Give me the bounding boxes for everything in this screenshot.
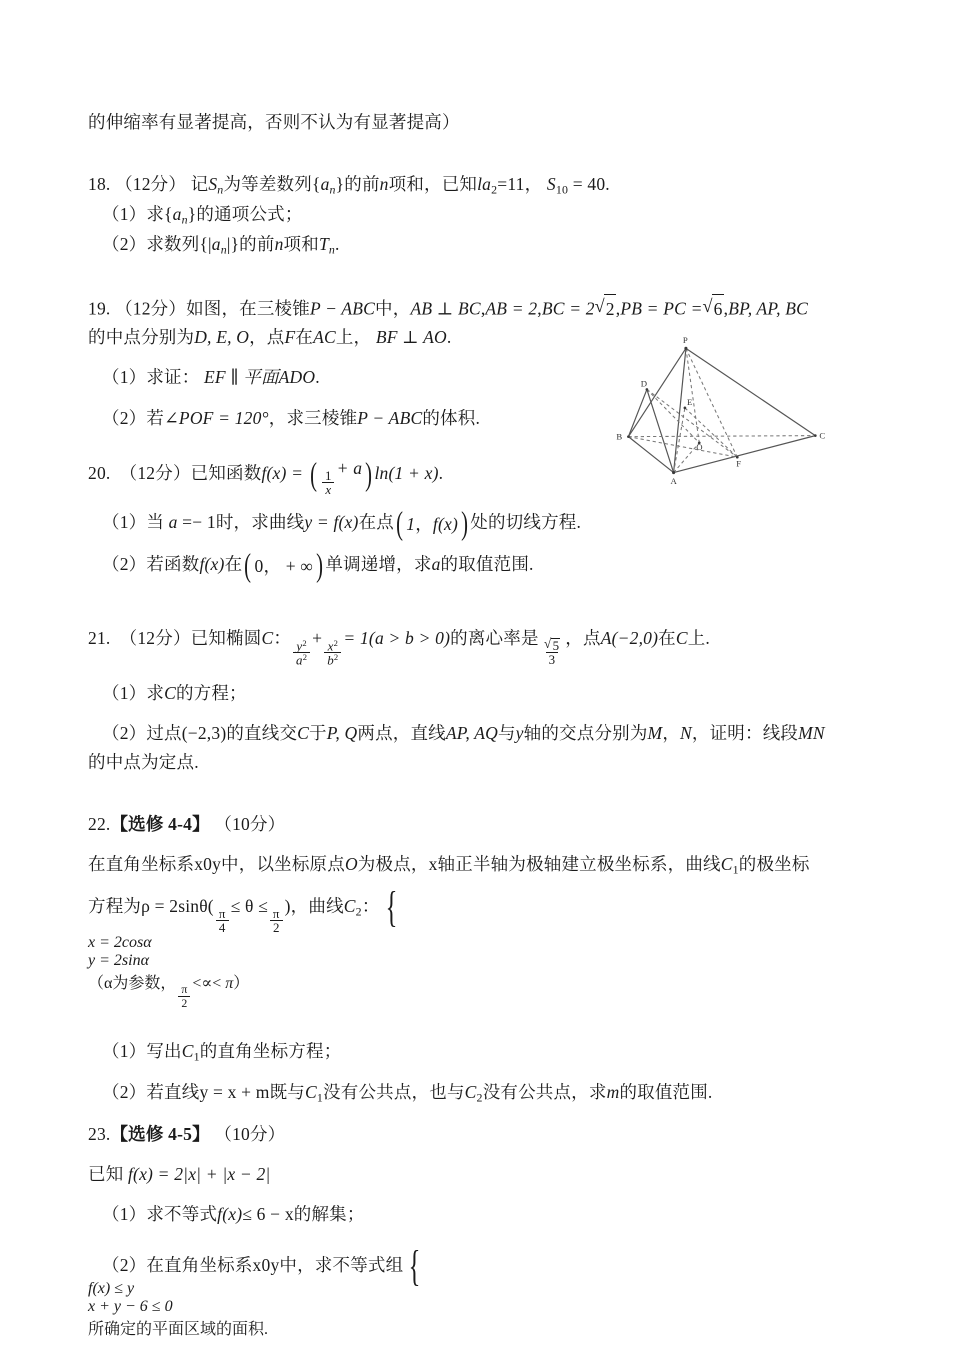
q22-l2-f: ） (233, 975, 250, 993)
q19-AB-eq: AB = 2 (485, 298, 538, 319)
q23-p2-text-a: 在直角坐标系x0y中，求不等式组 (146, 1254, 404, 1275)
question-19-figure (612, 336, 842, 488)
q21-on-C: C (675, 628, 688, 649)
q18-symbol-a: a (320, 174, 330, 195)
q21-p2-text-c: 两点，直线 (357, 723, 446, 744)
q19-stem-c: , (480, 298, 486, 319)
q22-l2-colon: ： (361, 895, 380, 916)
q19-stem-e: , (615, 298, 621, 319)
question-23-stem (88, 1160, 878, 1188)
tetrahedron-svg (612, 336, 842, 488)
q18-p2-symbol: a (211, 233, 221, 254)
q19-p2-P-ABC: P − ABC (357, 407, 423, 428)
fraction-sqrt5-over-3 (541, 638, 564, 667)
q18-p2-text-a: 求数列{| (146, 233, 212, 254)
vertex-dots (627, 347, 817, 474)
frac-denominator: x (322, 482, 334, 496)
q18-stem-d: 项和，已知 (388, 174, 478, 195)
question-23-marks: （10分） (214, 1123, 286, 1144)
q22-l1-b: 为极点，x轴正半轴为极轴建立极坐标系，曲线 (357, 854, 721, 875)
q19-p2-label: （2） (102, 407, 147, 428)
page-content (88, 108, 878, 1355)
q22-l2-c: )，曲线 (284, 895, 344, 916)
q22-p1-label: （1） (102, 1040, 147, 1061)
question-21-part-2 (88, 719, 878, 776)
question-19-number: 19. (88, 298, 111, 319)
q18-symbol-a2-sub: 2 (491, 182, 498, 197)
q19-l2-c: 在 (295, 326, 314, 347)
q18-p2-symbol-n: n (274, 233, 284, 254)
q23-p1-text-b: ≤ 6 − x的解集； (242, 1204, 365, 1225)
q20-point-fx: f(x) (432, 513, 458, 534)
q21-stem-b: 的离心率是 (450, 628, 539, 649)
q21-p2-text-a: 过点(−2,3)的直线交 (146, 723, 298, 744)
q20-p2-a: a (431, 554, 441, 575)
inequality-row-1: f(x) ≤ y (88, 1280, 135, 1298)
q21-p2-label: （2） (102, 723, 147, 744)
q22-curve-C1-sub: 1 (732, 862, 739, 877)
question-23-title: 【选修 4-5】 (110, 1123, 210, 1144)
q19-EF-parallel: EF ∥ (204, 367, 239, 388)
q22-p2-text-b: 没有公共点，也与 (323, 1082, 465, 1103)
q23-p1-label: （1） (102, 1204, 147, 1225)
q18-symbol-S: S (208, 174, 218, 195)
q19-point-F: F (284, 326, 296, 347)
fraction-x2-over-b2 (324, 639, 341, 667)
dashed-edges (628, 348, 815, 472)
fraction-y2-over-a2 (293, 639, 310, 667)
q21-p2-text-g: ，证明：线段 (691, 723, 799, 744)
question-22-part-2 (88, 1078, 878, 1108)
q22-p1-text-a: 写出 (146, 1040, 182, 1061)
q18-p2-text-c: 项和 (283, 233, 319, 254)
q19-BC-eq: BC = 2 (541, 298, 595, 319)
q22-p1-C1: C (181, 1040, 194, 1061)
q21-stem-e: 上. (687, 628, 710, 649)
q18-p1-label: （1） (102, 203, 147, 224)
question-21-marks: （12分） (119, 628, 191, 649)
parametric-row-x: x = 2cosα (88, 934, 152, 952)
q20-p2-fx: f(x) (199, 554, 225, 575)
left-paren-glyph: ( (309, 456, 317, 494)
q18-symbol-la2: la (477, 174, 492, 195)
frac-numerator: $x^2$ (327, 637, 339, 654)
question-22-stem-line-2 (88, 883, 878, 935)
q19-AC: AC (313, 326, 336, 347)
q18-p2-symbol-sub: n (220, 241, 227, 256)
parametric-equation-system (381, 883, 402, 932)
q18-symbol-S10-sub: 10 (555, 182, 569, 197)
frac-numerator (541, 638, 564, 652)
question-18-number: 18. (88, 174, 111, 195)
q18-symbol-a-sub: n (329, 182, 336, 197)
q21-p1-text-a: 求 (146, 682, 165, 703)
question-18-part-2 (88, 230, 878, 260)
q20-ln-term: ln(1 + x) (374, 463, 439, 484)
fraction-pi-over-2 (270, 907, 283, 934)
q18-p2-text-b: |}的前 (226, 233, 275, 254)
q18-symbol-S-sub: n (217, 182, 224, 197)
q19-sqrt2-value: 2 (604, 294, 616, 323)
q22-p2-text-d: 的取值范围. (619, 1082, 713, 1103)
q19-p2-text-c: 的体积. (422, 407, 481, 428)
vertex-label-P: P (682, 336, 688, 346)
frac-denominator: 2 (270, 920, 283, 934)
fraction-one-over-x (322, 469, 335, 496)
question-22 (88, 810, 878, 1108)
q22-p2-text-c: 没有公共点，求 (482, 1082, 607, 1103)
q19-l2-a: 的中点分别为 (88, 326, 195, 347)
question-19-marks: （12分） (115, 298, 187, 319)
q20-interval-parentheses (242, 547, 325, 585)
frac-denominator: 3 (546, 652, 559, 666)
q21-p2-line-2: 的中点为定点. (88, 751, 199, 772)
q21-stem-a: 已知椭圆 (190, 628, 262, 649)
frac-numerator: $y^2$ (296, 637, 307, 654)
q21-p2-MN: MN (798, 723, 825, 744)
frac-numerator: 1 (324, 467, 332, 483)
vertex-label-O: O (696, 442, 703, 452)
q22-p2-C2-sub: 2 (476, 1090, 483, 1105)
q21-stem-d: 在 (658, 628, 676, 649)
left-paren-glyph: ( (396, 505, 404, 543)
q19-angle-POF: ∠POF = 120° (164, 407, 269, 428)
q21-p2-M: M (647, 723, 663, 744)
q22-p1-C1-sub: 1 (193, 1048, 200, 1063)
vertex-label-C: C (819, 430, 826, 441)
question-20-number: 20. (88, 463, 111, 484)
q20-p1-text-d: 处的切线方程. (470, 512, 582, 533)
vertex-label-D: D (640, 378, 648, 389)
q21-p2-text-b: 于 (309, 723, 327, 744)
fraction-pi-over-2-b (178, 983, 190, 1008)
q22-p2-label: （2） (102, 1082, 147, 1103)
q20-p1-text-a: 当 (146, 512, 165, 533)
q18-p1-text-a: 求{ (146, 203, 173, 224)
q20-plus-a: + a (336, 457, 363, 478)
q19-stem-b: 中， (375, 298, 411, 319)
q20-p2-text-c: 单调递增，求 (325, 554, 432, 575)
q19-midpoint-segments: BP, AP, BC (728, 298, 808, 319)
question-19-stem-line-1 (88, 293, 878, 323)
q21-p2-text-e: 轴的交点分别为 (523, 723, 648, 744)
q22-p2-C1-sub: 1 (316, 1090, 324, 1105)
q18-symbol-S10: S (546, 174, 556, 195)
q20-stem-b: . (438, 463, 444, 484)
question-20-marks: （12分） (119, 463, 191, 484)
q21-ellipse-condition: = 1(a > b > 0) (343, 628, 451, 649)
q21-p2-y-axis: y (515, 723, 524, 744)
q19-AB-perp-BC: AB ⊥ BC (410, 298, 481, 319)
q18-symbol-n: n (379, 174, 389, 195)
q19-p1-text-a: 求证： (146, 367, 200, 388)
q21-p1-text-b: 的方程； (175, 682, 247, 703)
question-23-number: 23. (88, 1123, 111, 1144)
q18-p2-symbol-T: T (318, 233, 329, 254)
question-23-heading (88, 1120, 878, 1148)
q23-stem-a: 已知 (88, 1164, 124, 1185)
q18-p2-label: （2） (102, 233, 147, 254)
frac-denominator: $a^2$ (293, 652, 310, 666)
q19-p1-text-b: . (315, 367, 320, 388)
q22-p2-m: m (606, 1082, 620, 1103)
q23-p1-fx: f(x) (217, 1204, 243, 1225)
question-22-marks: （10分） (214, 813, 286, 834)
q18-stem-c: }的前 (335, 174, 380, 195)
q23-p1-text-a: 求不等式 (146, 1204, 218, 1225)
q20-p1-eq: =− 1 (182, 512, 216, 533)
q18-p2-text-d: . (335, 233, 340, 254)
q19-l2-d: 上， (335, 326, 372, 347)
frac-numerator: π (181, 982, 188, 997)
question-22-stem-line-1 (88, 850, 878, 880)
q22-curve-C2: C (343, 895, 356, 916)
q20-fx: f(x) = (261, 463, 304, 484)
q19-stem-f: , (723, 298, 729, 319)
question-21-part-1 (88, 679, 878, 707)
vertex-label-A: A (670, 475, 677, 486)
vertex-labels (616, 336, 825, 486)
q21-p2-N: N (680, 723, 692, 744)
right-paren-glyph: ) (316, 547, 324, 585)
q20-p2-label: （2） (102, 554, 147, 575)
right-paren-glyph: ) (365, 456, 373, 494)
q20-p2-text-d: 的取值范围. (440, 554, 534, 575)
q20-p1-text-c: 在点 (358, 512, 394, 533)
q18-p1-text-b: }的通项公式； (187, 203, 303, 224)
q23-p2-text-b: 所确定的平面区域的面积. (88, 1321, 269, 1339)
q20-point-comma: ， (415, 513, 433, 534)
question-23-part-1 (88, 1200, 878, 1228)
q18-stem-b: 为等差数列{ (223, 174, 321, 195)
q19-PB-PC: PB = PC = (620, 298, 703, 319)
frac-numerator: π (272, 905, 280, 921)
right-paren-glyph: ) (461, 505, 469, 543)
q22-p1-text-b: 的直角坐标方程； (199, 1040, 342, 1061)
q19-DEO: D, E, O (194, 326, 250, 347)
q20-p1-text-b: 时，求曲线 (215, 512, 305, 533)
q18-stem-f: = 40. (572, 174, 610, 195)
inequality-row-2: x + y − 6 ≤ 0 (88, 1298, 173, 1316)
q19-P-ABC: P − ABC (309, 298, 376, 319)
q22-p2-C1: C (305, 1082, 317, 1103)
q23-fx-definition: f(x) = 2|x| + |x − 2| (127, 1164, 271, 1185)
question-20-part-2 (88, 547, 878, 585)
question-22-title: 【选修 4-4】 (110, 813, 210, 834)
q18-p1-symbol-sub: n (181, 212, 188, 227)
sqrt-6-radical (704, 293, 724, 323)
q21-point-A: A(−2,0) (600, 628, 659, 649)
q19-l2-e: . (446, 326, 452, 347)
q22-l2-b: ≤ θ ≤ (230, 895, 268, 916)
q21-p2-text-f: ， (662, 723, 681, 744)
q20-big-parentheses (308, 454, 375, 496)
q20-p2-text-a: 若函数 (146, 554, 200, 575)
q19-p2-text-b: ，求三棱锥 (268, 407, 358, 428)
q22-l2-d: （α为参数， (88, 975, 177, 993)
q19-plane-label: 平面 (243, 367, 279, 388)
q22-l2-a: 方程为ρ = 2sinθ( (88, 895, 214, 916)
q22-pole-O: O (344, 854, 358, 875)
left-paren-glyph: ( (244, 547, 252, 585)
continued-text-line: 的伸缩率有显著提高，否则不认为有显著提高） (88, 112, 460, 132)
q20-stem-a: 已知函数 (190, 463, 262, 484)
q20-point-1: 1 (406, 513, 416, 534)
q21-p2-PQ: P, Q (326, 723, 358, 744)
frac-denominator: $b^2$ (324, 652, 341, 666)
q18-stem-e: =11， (497, 174, 543, 195)
q21-stem-c: ，点 (565, 628, 601, 649)
question-18 (88, 170, 878, 259)
q19-BF-perp-AO: BF ⊥ AO (375, 326, 447, 347)
question-22-part-1 (88, 1037, 878, 1067)
question-22-number: 22. (88, 813, 111, 834)
q18-p1-symbol: a (172, 203, 182, 224)
q21-colon: ： (273, 628, 292, 649)
sqrt-2-radical (596, 293, 616, 323)
q19-stem-d: , (537, 298, 542, 319)
q18-p2-symbol-T-sub: n (328, 241, 336, 256)
sqrt-5-radical: √ 5 (545, 638, 561, 652)
q22-curve-C2-sub: 2 (355, 904, 362, 919)
frac-numerator: π (218, 905, 226, 921)
q21-p2-AP-AQ: AP, AQ (445, 723, 498, 744)
question-22-heading (88, 810, 878, 838)
q23-p2-label: （2） (102, 1254, 147, 1275)
question-21 (88, 624, 878, 776)
frac-denominator: 2 (178, 996, 190, 1009)
q19-p2-text-a: 若 (146, 407, 165, 428)
q21-p1-label: （1） (102, 682, 147, 703)
question-18-part-1 (88, 200, 878, 230)
left-brace-glyph: { (385, 883, 398, 932)
q21-p1-C: C (164, 682, 176, 703)
vertex-label-E: E (686, 396, 693, 407)
q22-p2-C2: C (464, 1082, 477, 1103)
q21-ellipse-C: C (261, 628, 274, 649)
question-18-stem (88, 170, 878, 200)
vertex-label-F: F (736, 458, 742, 469)
q22-l2-e: <∝< (192, 975, 222, 993)
q21-p2-text-d: 与 (497, 723, 516, 744)
q22-p2-text-a: 若直线y = x + m既与 (146, 1082, 306, 1103)
q22-pi: π (225, 975, 234, 993)
q22-curve-C1: C (720, 854, 733, 875)
frac-denominator: 4 (216, 920, 229, 934)
q19-sqrt6-value: 6 (712, 294, 724, 323)
parametric-row-y: y = 2sinα (88, 952, 149, 970)
question-20-part-1 (88, 505, 878, 543)
question-21-number: 21. (88, 628, 111, 649)
question-23 (88, 1120, 878, 1340)
vertex-label-B: B (616, 431, 623, 442)
q22-l1-c: 的极坐标 (738, 854, 810, 875)
question-18-marks: （12分） (115, 174, 187, 195)
q22-l1-a: 在直角坐标系x0y中，以坐标原点 (88, 854, 345, 875)
inequality-system (404, 1242, 425, 1291)
q19-l2-b: ，点 (249, 326, 285, 347)
q20-p1-a: a (168, 512, 178, 533)
q19-stem-a: 如图，在三棱锥 (186, 298, 310, 319)
left-brace-glyph: { (408, 1242, 421, 1291)
q20-p1-curve: y = f(x) (304, 512, 359, 533)
q20-point-parentheses (394, 505, 470, 543)
q19-plane-ADO: ADO (278, 367, 316, 388)
question-21-stem: 21. （12分）已知椭圆C： $\frac{y^2}{a^2}$ + $\frac{x^2}{b^2}$ = 1(a > b > 0)的离心率是 √ $\frac{5}{3}$ ，点A(−2,0)在C上. (88, 624, 878, 666)
q19-p1-label: （1） (102, 367, 147, 388)
q21-p2-C: C (297, 723, 310, 744)
fraction-pi-over-4 (216, 907, 229, 934)
q20-interval-body: 0， + ∞ (254, 556, 314, 577)
q20-p2-text-b: 在 (224, 554, 243, 575)
q20-p1-label: （1） (102, 512, 147, 533)
q18-stem-a: 记 (190, 174, 209, 195)
